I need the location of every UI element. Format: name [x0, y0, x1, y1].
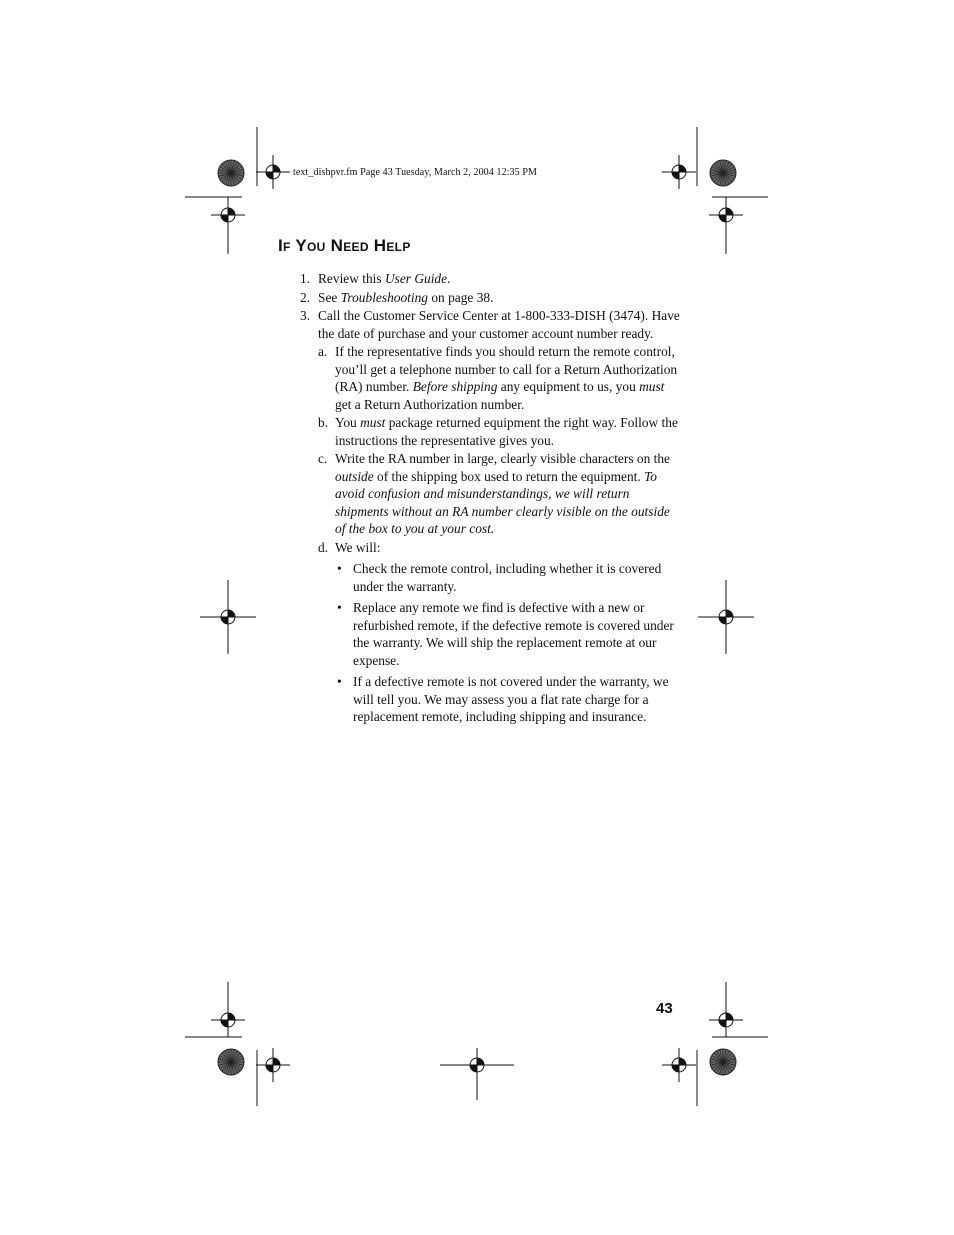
- bullet-item: • Replace any remote we find is defective with a new or refurbished remote, if the defective remote is covered under the warranty. We will ship the replacement remote at our expense.: [337, 600, 674, 668]
- substep-b: b. You must package returned equipment the right way. Follow the instructions the representative gives you.: [318, 415, 678, 448]
- bullet-icon: •: [337, 600, 342, 615]
- target-quadrant: [266, 1065, 273, 1072]
- target-quadrant: [221, 617, 228, 624]
- target-quadrant: [477, 1058, 484, 1065]
- ra-warning: To avoid confusion and misunderstandings, we will return shipments without an RA number clearly visible on the outside of the box to you at your cost.: [335, 468, 670, 536]
- target-quadrant: [228, 1013, 235, 1020]
- target-quadrant: [266, 172, 273, 179]
- target-quadrant: [221, 215, 228, 222]
- bullet-item: • Check the remote control, including whether it is covered under the warranty.: [337, 561, 662, 594]
- target-quadrant: [719, 1020, 726, 1027]
- list-item: 1. Review this User Guide.: [300, 271, 451, 286]
- target-quadrant: [672, 1065, 679, 1072]
- target-quadrant: [221, 1020, 228, 1027]
- section-title: If You Need Help: [278, 236, 411, 255]
- target-quadrant: [228, 610, 235, 617]
- target-quadrant: [726, 610, 733, 617]
- bullet-icon: •: [337, 674, 342, 689]
- target-quadrant: [672, 172, 679, 179]
- user-guide-reference: User Guide: [384, 271, 448, 286]
- target-quadrant: [679, 165, 686, 172]
- troubleshooting-reference: Troubleshooting: [340, 289, 428, 305]
- step-number: 3.: [300, 308, 311, 323]
- target-quadrant: [719, 215, 726, 222]
- target-quadrant: [726, 208, 733, 215]
- target-quadrant: [273, 1058, 280, 1065]
- file-header: text_dishpvr.fm Page 43 Tuesday, March 2, 2004 12:35 PM: [293, 167, 538, 178]
- list-item: 2. See Troubleshooting on page 38.: [300, 289, 494, 305]
- bullet-item: • If a defective remote is not covered under the warranty, we will tell you. We may assess you a flat rate charge for a replacement remote, including shipping and insurance.: [337, 674, 669, 724]
- substep-c: c. Write the RA number in large, clearly visible characters on the outside of the shipping box used to return the equipment. To avoid confusion and misunderstandings, we will return shipments without an RA number clearly visible on the outside of the box to you at your cost.: [318, 451, 670, 536]
- page-number: 43: [656, 1000, 673, 1017]
- target-quadrant: [719, 617, 726, 624]
- target-quadrant: [679, 1058, 686, 1065]
- list-item: 3. Call the Customer Service Center at 1-800-333-DISH (3474). Have the date of purchase and your customer account number ready.: [300, 308, 680, 341]
- help-instructions: [300, 270, 680, 726]
- step-number: 2.: [300, 289, 311, 305]
- bullet-icon: •: [337, 561, 342, 576]
- target-quadrant: [273, 165, 280, 172]
- target-quadrant: [228, 208, 235, 215]
- target-quadrant: [726, 1013, 733, 1020]
- step-number: 1.: [300, 271, 311, 286]
- substep-a: a. If the representative finds you should return the remote control, you’ll get a telephone number to call for a Return Authorization (RA) number. Before shipping any equipment to us, you must get a Return Authorization number.: [318, 344, 678, 412]
- substep-d: d. We will:: [318, 539, 381, 555]
- target-quadrant: [470, 1065, 477, 1072]
